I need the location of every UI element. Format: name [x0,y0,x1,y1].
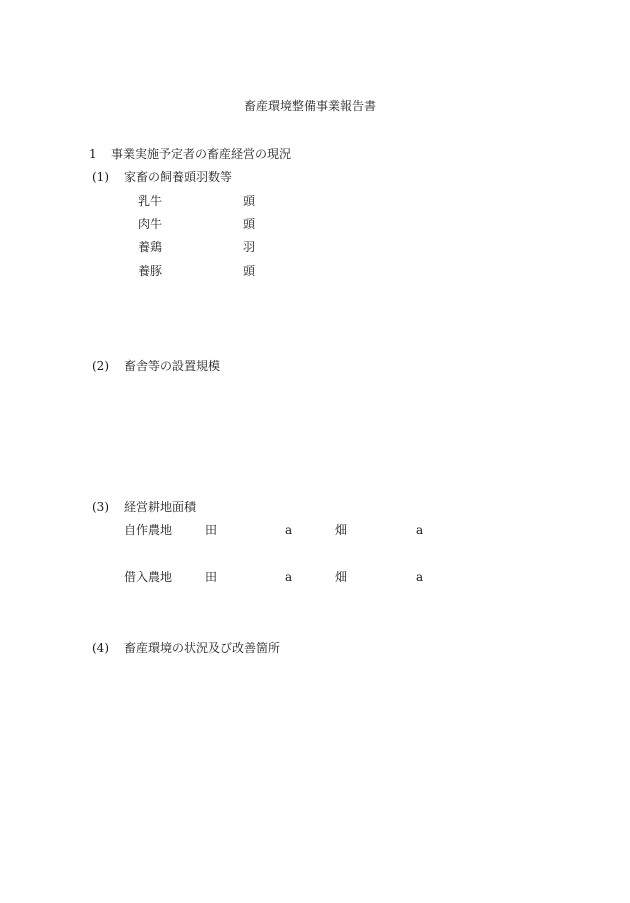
item-3-heading: 経営耕地面積 [124,500,197,514]
farmland-leased-paddy-unit: a [285,570,293,584]
farmland-owned-label: 自作農地 [124,523,173,537]
item-2-heading: 畜舎等の設置規模 [124,359,221,373]
livestock-label-dairy: 乳牛 [138,194,163,208]
item-1-heading: 家畜の飼養頭羽数等 [124,170,233,184]
livestock-label-swine: 養豚 [138,264,163,278]
livestock-unit-swine: 頭 [243,264,256,278]
farmland-leased-paddy-label: 田 [205,570,218,584]
farmland-leased-label: 借入農地 [124,570,173,584]
livestock-label-beef: 肉牛 [138,217,163,231]
item-1-number: (1) [92,170,109,184]
section-1-heading: 事業実施予定者の畜産経営の現況 [111,147,292,161]
farmland-owned-paddy-unit: a [285,523,293,537]
livestock-unit-beef: 頭 [243,217,256,231]
farmland-owned-field-label: 畑 [335,523,348,537]
farmland-leased-field-label: 畑 [335,570,348,584]
farmland-leased-field-unit: a [416,570,424,584]
item-4-number: (4) [92,641,109,655]
farmland-owned-field-unit: a [416,523,424,537]
section-1-number: 1 [89,147,97,161]
item-3-number: (3) [92,500,109,514]
livestock-unit-poultry: 羽 [243,240,256,254]
farmland-owned-paddy-label: 田 [205,523,218,537]
livestock-unit-dairy: 頭 [243,194,256,208]
livestock-label-poultry: 養鶏 [138,240,163,254]
document-title: 畜産環境整備事業報告書 [244,99,377,113]
item-4-heading: 畜産環境の状況及び改善箇所 [124,641,281,655]
item-2-number: (2) [92,359,109,373]
